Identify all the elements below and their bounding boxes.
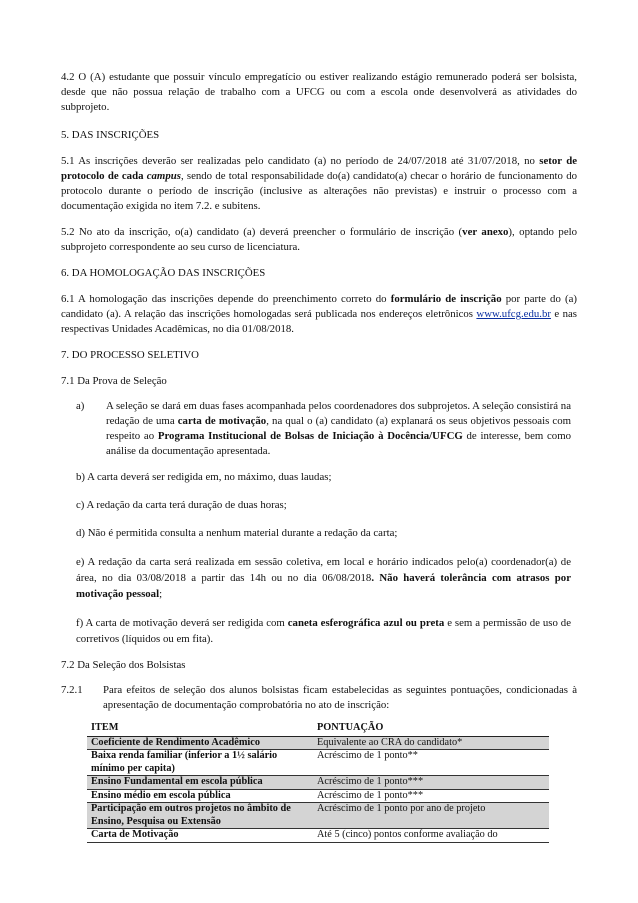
- score-table: [87, 721, 549, 843]
- item-b: b) A carta deverá ser redigida em, no máximo, duas laudas;: [76, 471, 332, 483]
- bold-text: formulário de inscrição: [390, 293, 502, 305]
- paragraph-4-2: 4.2 O (A) estudante que possuir vínculo empregatício ou estiver realizando estágio remunerado poderá ser bolsista, desde que não possua relação de trabalho com a UFCG ou com a escola onde desenvolverá as atividades do subprojeto.: [61, 71, 577, 113]
- table-cell-item: Participação em outros projetos no âmbito de Ensino, Pesquisa ou Extensão: [87, 803, 313, 829]
- paragraph-6-1: [61, 292, 577, 337]
- table-cell-score: Acréscimo de 1 ponto**: [313, 750, 549, 776]
- table-cell-item: Carta de Motivação: [87, 829, 313, 843]
- paragraph-5-2: [61, 225, 577, 255]
- bold-italic-text: campus: [146, 170, 181, 182]
- table-cell-score: Acréscimo de 1 ponto***: [313, 776, 549, 790]
- section-heading-7: 7. DO PROCESSO SELETIVO: [61, 349, 199, 361]
- bold-text: . Não haverá tolerância com atrasos por motivação pessoal: [76, 572, 571, 600]
- text: e sem a permissão de uso de corretivos (líquidos ou em fita).: [76, 617, 571, 645]
- ufcg-link[interactable]: www.ufcg.edu.br: [476, 308, 551, 320]
- item-e: [76, 554, 571, 602]
- table-cell-score: Equivalente ao CRA do candidato*: [313, 736, 549, 750]
- subheading-7-2: 7.2 Da Seleção dos Bolsistas: [61, 659, 186, 671]
- column-header-score: PONTUAÇÃO: [313, 721, 549, 736]
- item-a-text: [106, 399, 571, 459]
- paragraph-7-2-1-label: 7.2.1: [61, 684, 83, 696]
- table-row: [87, 776, 549, 790]
- table-cell-item: Ensino Fundamental em escola pública: [87, 776, 313, 790]
- table-row: [87, 789, 549, 803]
- table-header-row: [87, 721, 549, 736]
- text: e) A redação da carta será realizada em sessão coletiva, em local e horário indicados pelo(a) coordenador(a) de área, no dia 03/08/2018 a partir das 14h ou no dia 06/08/2018: [76, 556, 571, 584]
- paragraph-5-1: [61, 154, 577, 214]
- bold-text: carta de motivação: [177, 415, 267, 427]
- item-a: [76, 399, 571, 459]
- text: ), optando pelo subprojeto correspondente ao seu curso de licenciatura.: [61, 226, 578, 253]
- table-cell-item: Ensino médio em escola pública: [87, 789, 313, 803]
- table-row: [87, 736, 549, 750]
- bold-text: Programa Institucional de Bolsas de Iniciação à Docência/UFCG: [157, 430, 463, 442]
- text: , na qual o (a) candidato (a) explanará os seus objetivos pessoais com respeito ao: [106, 415, 571, 442]
- text: A seleção se dará em duas fases acompanhada pelos coordenadores dos subprojetos. A seleção consistirá na redação de uma: [106, 400, 571, 427]
- bold-text: ver anexo: [462, 226, 509, 238]
- table-row: [87, 750, 549, 776]
- table-row: [87, 803, 549, 829]
- text: 5.2 No ato da inscrição, o(a) candidato (a) deverá preencher o formulário de inscrição (: [61, 226, 463, 238]
- table-cell-score: Acréscimo de 1 ponto por ano de projeto: [313, 803, 549, 829]
- section-heading-5: 5. DAS INSCRIÇÕES: [61, 129, 160, 141]
- paragraph-7-2-1: [61, 683, 577, 713]
- text: f) A carta de motivação deverá ser redigida com: [76, 617, 288, 629]
- subheading-7-1: 7.1 Da Prova de Seleção: [61, 375, 167, 387]
- column-header-item: ITEM: [87, 721, 313, 736]
- bold-text: setor de protocolo de cada: [61, 155, 577, 182]
- table-row: [87, 829, 549, 843]
- item-c: c) A redação da carta terá duração de duas horas;: [76, 499, 287, 511]
- table-cell-item: Coeficiente de Rendimento Acadêmico: [87, 736, 313, 750]
- text: ;: [159, 588, 163, 600]
- table-cell-score: Acréscimo de 1 ponto***: [313, 789, 549, 803]
- paragraph-7-2-1-text: Para efeitos de seleção dos alunos bolsistas ficam estabelecidas as seguintes pontuações, condicionadas à apresentação de documentação comprobatória no ato de inscrição:: [103, 684, 577, 711]
- text: 5.1 As inscrições deverão ser realizadas pelo candidato (a) no período de 24/07/2018 até 31/07/2018, no: [61, 155, 540, 167]
- text: e nas respectivas Unidades Acadêmicas, no dia 01/08/2018.: [61, 308, 577, 335]
- text: de interesse, bem como análise da documentação apresentada.: [106, 430, 571, 457]
- bold-text: caneta esferográfica azul ou preta: [287, 617, 445, 629]
- item-f: [76, 615, 571, 647]
- item-a-label: a): [76, 400, 85, 412]
- table-cell-item: Baixa renda familiar (inferior a 1½ salário mínimo per capita): [87, 750, 313, 776]
- table-cell-score: Até 5 (cinco) pontos conforme avaliação do: [313, 829, 549, 843]
- text: por parte do (a) candidato (a). A relação das inscrições homologadas será publicada nos endereços eletrônicos: [61, 293, 577, 320]
- text: 6.1 A homologação das inscrições depende do preenchimento correto do: [61, 293, 391, 305]
- item-d: d) Não é permitida consulta a nenhum material durante a redação da carta;: [76, 527, 398, 539]
- section-heading-6: 6. DA HOMOLOGAÇÃO DAS INSCRIÇÕES: [61, 267, 266, 279]
- text: , sendo de total responsabilidade do(a) candidato(a) checar o horário de funcionamento do protocolo durante o período de inscrição (inclusive as alterações não previstas) e instruir o processo com a documentação exigida no item 7.2. e subitens.: [61, 170, 577, 212]
